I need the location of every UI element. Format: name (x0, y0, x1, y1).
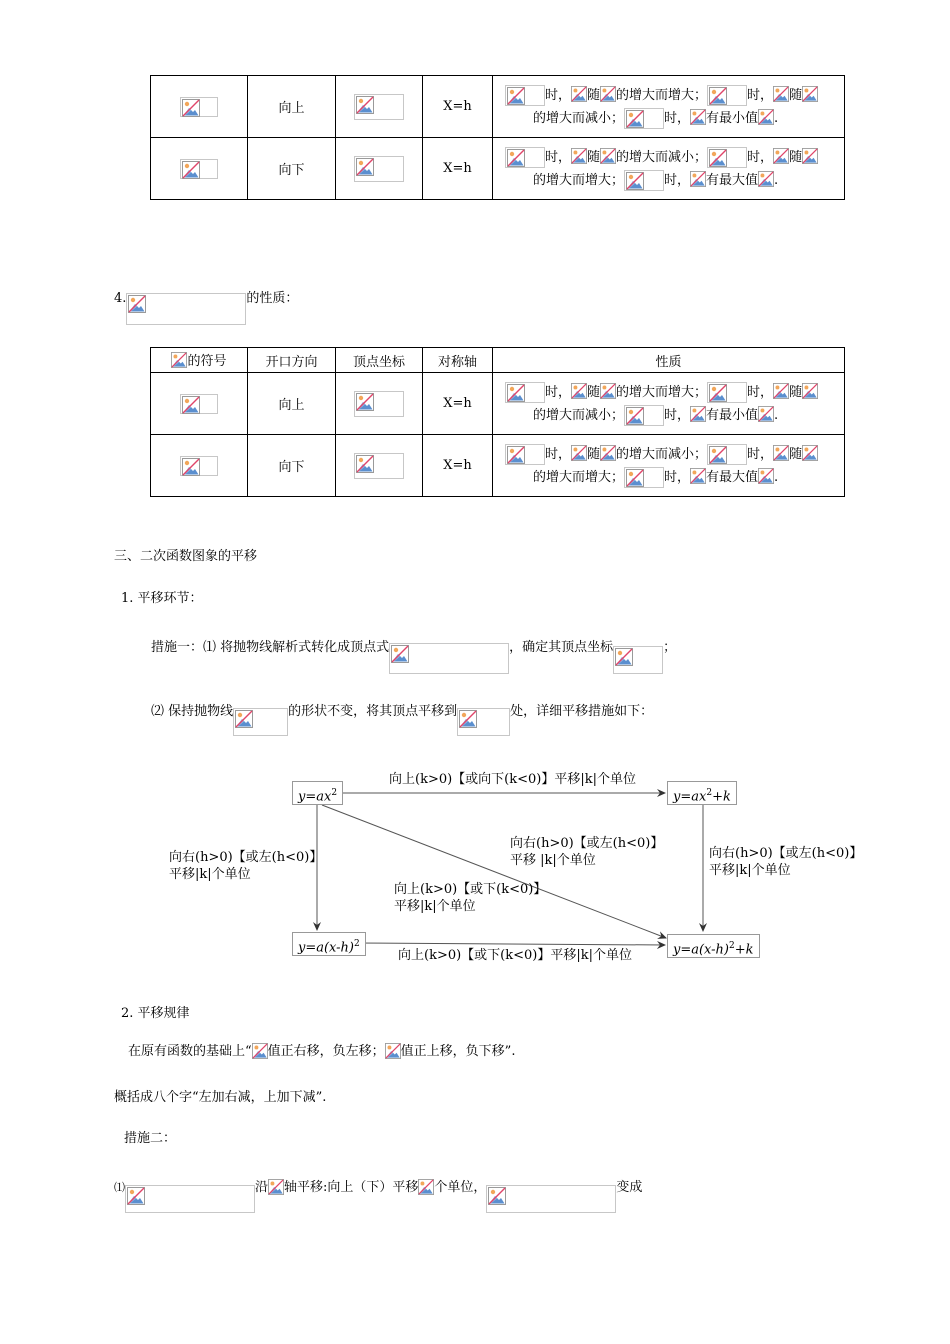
image-placeholder-icon (252, 1043, 268, 1061)
equation-text: y=ax (298, 789, 332, 805)
label-diagonal-arrow (510, 835, 663, 869)
rule-text: 在原有函数的基础上“ (128, 1044, 252, 1059)
prop-text: . (774, 407, 779, 423)
label-top-arrow: 向上(k>0)【或向下(k<0)】平移|k|个单位 (389, 772, 637, 787)
direction-cell: 向下 (248, 435, 336, 497)
equation-text: +k (734, 942, 754, 958)
prop-text: 随 (587, 384, 601, 400)
equation-box-vertex-form (292, 932, 366, 956)
prop-text: . (774, 110, 779, 126)
equation-exponent: 2 (354, 939, 360, 949)
label-middle (394, 881, 546, 915)
header-label: 的符号 (187, 353, 227, 369)
header-opening: 开口方向 (248, 348, 336, 373)
rule-line (128, 1040, 515, 1064)
prop-text: 时， (664, 407, 691, 423)
prop-text: 随 (789, 384, 803, 400)
prop-text: 时， (747, 446, 774, 462)
prop-text: 时， (747, 87, 774, 103)
prop-text: 时， (747, 384, 774, 400)
equation-box-full-vertex-form (667, 934, 760, 958)
step-1-heading: 1. 平移环节： (121, 591, 203, 606)
prop-text: 的增大而减小； (616, 446, 708, 462)
measure-2-title: 措施二： (124, 1131, 177, 1146)
arrow-diagonal (322, 805, 666, 938)
measure-text: 轴平移:向上（下）平移 (284, 1180, 419, 1195)
equation-text: y=a(x-h) (673, 942, 729, 958)
direction-cell: 向下 (248, 138, 336, 200)
equation-text: y=a(x-h) (298, 940, 354, 956)
prop-text: 时， (747, 149, 774, 165)
measure-text: 的形状不变，将其顶点平移到 (288, 704, 458, 719)
prop-text: 的增大而减小； (533, 407, 625, 423)
label-line: 向右(h>0)【或左(h<0)】 (510, 836, 664, 851)
equation-text: +k (712, 789, 731, 805)
direction-cell: 向上 (248, 76, 336, 138)
label-bottom-arrow: 向上(k>0)【或下(k<0)】平移|k|个单位 (398, 948, 633, 963)
prop-text: 时， (545, 149, 572, 165)
axis-cell: X=h (423, 76, 493, 138)
label-line: 平移|k|个单位 (709, 863, 791, 878)
label-right-arrow (709, 845, 862, 879)
rule-text: 值正上移，负下移”. (400, 1044, 516, 1059)
prop-text: . (774, 469, 779, 485)
equation-exponent: 2 (729, 941, 735, 951)
prop-text: 时， (545, 87, 572, 103)
image-placeholder-icon (418, 1179, 434, 1197)
label-line: 向右(h>0)【或左(h<0)】 (709, 846, 863, 861)
section-number: 4. (114, 291, 127, 306)
prop-text: 时， (664, 469, 691, 485)
prop-text: 随 (789, 149, 803, 165)
measure-text: 变成 (616, 1180, 643, 1195)
measure-text: ⑵ 保持抛物线 (151, 704, 234, 719)
measure-text: 措施一：⑴ 将抛物线解析式转化成顶点式 (151, 640, 390, 655)
prop-text: 随 (587, 87, 601, 103)
prop-text: 的增大而增大； (533, 469, 625, 485)
prop-text: 有最小值 (706, 110, 759, 126)
label-line: 平移|k|个单位 (394, 899, 476, 914)
prop-text: . (774, 172, 779, 188)
image-placeholder-icon (486, 1185, 616, 1213)
prop-text: 随 (587, 446, 601, 462)
header-axis: 对称轴 (423, 348, 493, 373)
label-line: 向右(h>0)【或左(h<0)】 (169, 850, 323, 865)
label-line: 向上(k>0)【或下(k<0)】 (394, 882, 547, 897)
rule-text: 值正右移，负左移； (267, 1044, 385, 1059)
equation-text: y=ax (673, 789, 707, 805)
step-number: ⑴ (114, 1181, 125, 1194)
prop-text: 的增大而增大； (616, 384, 708, 400)
prop-text: 的增大而增大； (533, 172, 625, 188)
summary-line: 概括成八个字“左加右减，上加下减”. (114, 1090, 327, 1105)
section-title: 的性质： (246, 291, 299, 306)
header-props: 性质 (493, 348, 845, 373)
label-left-arrow (169, 849, 322, 883)
prop-text: 的增大而增大； (616, 87, 708, 103)
prop-text: 有最大值 (706, 172, 759, 188)
label-line: 平移|k|个单位 (169, 867, 251, 882)
prop-text: 有最小值 (706, 407, 759, 423)
measure-text: 个单位， (434, 1180, 487, 1195)
axis-cell: X=h (423, 138, 493, 200)
prop-text: 随 (789, 446, 803, 462)
axis-cell: X=h (423, 373, 493, 435)
prop-text: 时， (664, 172, 691, 188)
section-3-title: 三、二次函数图象的平移 (114, 549, 258, 564)
prop-text: 随 (587, 149, 601, 165)
prop-text: 时， (664, 110, 691, 126)
prop-text: 的增大而减小； (533, 110, 625, 126)
image-placeholder-icon (385, 1043, 401, 1061)
equation-exponent: 2 (331, 788, 338, 798)
measure-2-step-1 (114, 1163, 642, 1193)
image-placeholder-icon (268, 1179, 284, 1197)
equation-exponent: 2 (706, 788, 713, 798)
step-2-heading: 2. 平移规律 (121, 1006, 190, 1021)
measure-text: ，确定其顶点坐标 (509, 640, 614, 655)
measure-text: ； (663, 640, 677, 655)
prop-text: 时， (545, 446, 572, 462)
image-placeholder-icon (125, 1185, 255, 1213)
prop-text: 的增大而减小； (616, 149, 708, 165)
prop-text: 随 (789, 87, 803, 103)
equation-box-ax2-plus-k (667, 781, 737, 805)
measure-text: 处，详细平移措施如下： (510, 704, 654, 719)
header-vertex: 顶点坐标 (336, 348, 423, 373)
measure-text: 沿 (255, 1180, 269, 1195)
equation-box-ax2 (292, 781, 343, 805)
prop-text: 有最大值 (706, 469, 759, 485)
arrow-bottom (353, 943, 665, 945)
axis-cell: X=h (423, 435, 493, 497)
label-line: 平移 |k|个单位 (510, 853, 596, 868)
prop-text: 时， (545, 384, 572, 400)
direction-cell: 向上 (248, 373, 336, 435)
